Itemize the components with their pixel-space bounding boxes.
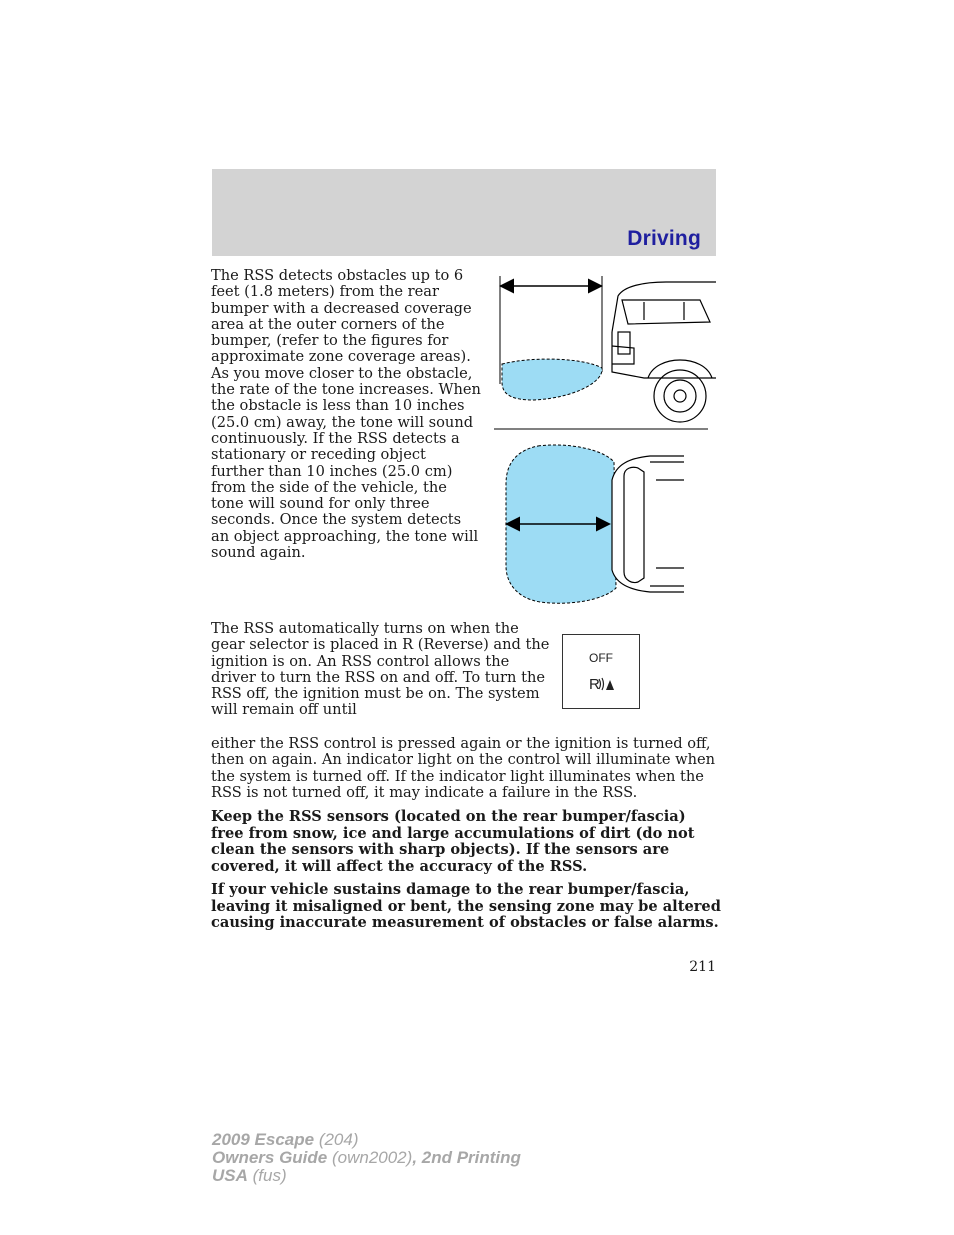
switch-r-label: R <box>589 676 600 691</box>
footer-line-1: 2009 Escape (204) <box>212 1130 359 1149</box>
footer-line-3: USA (fus) <box>212 1166 287 1185</box>
side-coverage-zone <box>502 359 602 400</box>
section-header-band <box>212 169 716 256</box>
vehicle-rear-side <box>612 282 716 422</box>
rss-operation-paragraph-start: The RSS automatically turns on when the gear selector is placed in R (Reverse) and the ignition is on. An RSS control allows the driver to turn the RSS on and off. To turn the RSS off, the ignition must be on. The system will remain off until <box>211 620 550 719</box>
rss-sensor-icon <box>589 675 615 691</box>
rss-operation-paragraph-end: either the RSS control is pressed again or the ignition is turned off, then on again. An indicator light on the control will illuminate when the system is turned off. If the indicator light illuminates when the RSS is not turned off, it may indicate a failure in the RSS. <box>211 735 716 801</box>
rss-detection-paragraph: The RSS detects obstacles up to 6 feet (1.8 meters) from the rear bumper with a decreased coverage area at the outer corners of the bumper, (refer to the figures for approximate zone coverage areas). As you move closer to the obstacle, the rate of the tone increases. When the obstacle is less than 10 inches (25.0 cm) away, the tone will sound continuously. If the RSS detects a stationary or receding object further than 10 inches (25.0 cm) from the side of the vehicle, the tone will sound for only three seconds. Once the system detects an object approaching, the tone will sound again. <box>211 267 481 562</box>
sensor-warning: Keep the RSS sensors (located on the rear bumper/fascia) free from snow, ice and large accumulations of dirt (do not clean the sensors with sharp objects). If the sensors are covered, it will affect the accuracy of the RSS. <box>211 808 695 875</box>
rss-control-switch <box>562 634 640 709</box>
document-footer <box>212 1131 521 1185</box>
vehicle-top-view <box>612 456 684 592</box>
rss-side-view-figure <box>494 272 716 432</box>
rss-top-view-figure <box>500 440 684 608</box>
page-number: 211 <box>689 959 716 975</box>
footer-line-2: Owners Guide (own2002), 2nd Printing <box>212 1148 521 1167</box>
section-title: Driving <box>627 227 701 250</box>
switch-off-label: OFF <box>589 651 613 665</box>
bumper-damage-warning: If your vehicle sustains damage to the rear bumper/fascia, leaving it misaligned or bent, the sensing zone may be altered causing inaccurate measurement of obstacles or false alarms. <box>211 881 721 931</box>
